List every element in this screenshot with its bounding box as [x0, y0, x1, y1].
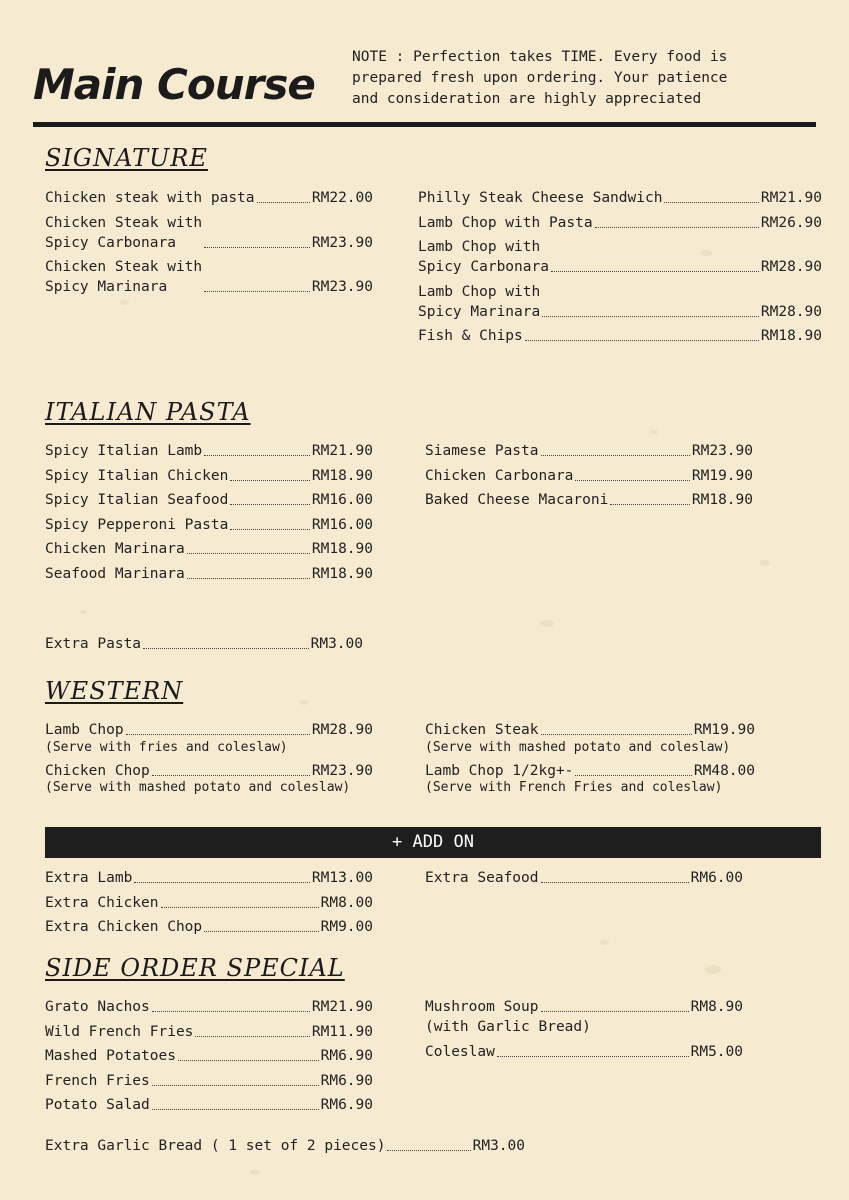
menu-item	[425, 868, 743, 888]
item-price: RM18.90	[311, 565, 373, 582]
item-price: RM9.00	[320, 919, 373, 935]
item-price: RM22.00	[311, 190, 373, 206]
dot-leader	[143, 648, 309, 649]
side-order-right-list	[425, 997, 743, 1066]
item-name: Coleslaw	[425, 1043, 495, 1060]
add-on-left-list	[45, 868, 373, 942]
item-price: RM13.00	[311, 870, 373, 886]
dot-leader	[387, 1150, 470, 1151]
add-on-right-list	[425, 868, 743, 893]
extra-pasta-row	[45, 634, 363, 659]
menu-item	[418, 237, 822, 277]
item-note: (Serve with mashed potato and coleslaw)	[45, 780, 351, 795]
item-price: RM11.90	[311, 1023, 373, 1040]
item-price: RM48.00	[693, 762, 755, 779]
item-name: Lamb Chop	[45, 722, 124, 738]
menu-item	[45, 490, 373, 510]
western-left-list	[45, 720, 373, 801]
dot-leader	[542, 316, 759, 317]
italian-pasta-left-list	[45, 441, 373, 588]
item-name: Lamb Chop with Pasta	[418, 214, 593, 231]
dot-leader	[152, 1011, 310, 1012]
dot-leader	[134, 882, 310, 883]
dot-leader	[152, 775, 310, 776]
item-name: Chicken Carbonara	[425, 467, 574, 484]
item-price: RM16.00	[311, 492, 373, 508]
item-name: Lamb Chop with Spicy Marinara	[418, 283, 541, 320]
item-note: (with Garlic Bread)	[425, 1018, 591, 1035]
menu-item	[45, 634, 363, 654]
item-price: RM3.00	[310, 636, 363, 652]
dot-leader	[541, 455, 690, 456]
item-price: RM16.00	[311, 516, 373, 533]
dot-leader	[497, 1056, 689, 1057]
item-name: Seafood Marinara	[45, 565, 185, 582]
menu-item	[425, 466, 753, 486]
dot-leader	[195, 1036, 309, 1037]
item-name: Spicy Pepperoni Pasta	[45, 516, 229, 533]
item-price: RM6.90	[320, 1048, 373, 1064]
item-price: RM23.90	[311, 234, 373, 251]
menu-item	[425, 761, 755, 781]
dot-leader	[230, 529, 310, 530]
menu-item	[425, 720, 755, 740]
item-name: Extra Chicken Chop	[45, 919, 203, 935]
item-name: Fish & Chips	[418, 328, 523, 344]
item-price: RM6.90	[320, 1097, 373, 1113]
item-name: Mushroom Soup	[425, 999, 539, 1015]
menu-item	[45, 441, 373, 461]
item-name: Extra Pasta	[45, 636, 142, 652]
dot-leader	[541, 734, 692, 735]
item-name: Extra Seafood	[425, 870, 539, 886]
menu-item	[45, 257, 373, 297]
item-price: RM19.90	[691, 467, 753, 484]
dot-leader	[204, 931, 318, 932]
item-name: Potato Salad	[45, 1097, 150, 1113]
menu-item	[45, 188, 373, 208]
item-price: RM6.90	[320, 1072, 373, 1089]
menu-item	[45, 515, 373, 535]
item-note: (Serve with fries and coleslaw)	[45, 739, 288, 755]
item-price: RM3.00	[472, 1138, 525, 1154]
item-name: French Fries	[45, 1072, 150, 1089]
item-price: RM18.90	[691, 492, 753, 508]
menu-item	[425, 997, 743, 1017]
item-name: Mashed Potatoes	[45, 1048, 176, 1064]
item-price: RM18.90	[311, 541, 373, 557]
menu-item	[418, 188, 822, 208]
page-title: Main Course	[33, 60, 315, 109]
item-note: (Serve with mashed potato and coleslaw)	[425, 739, 731, 755]
section-heading-signature: SIGNATURE	[45, 144, 208, 172]
menu-item	[45, 213, 373, 253]
dot-leader	[551, 271, 759, 272]
item-price: RM8.00	[320, 894, 373, 911]
item-name: Siamese Pasta	[425, 443, 539, 459]
signature-right-list	[418, 188, 822, 351]
menu-item	[45, 564, 373, 584]
section-heading-italian-pasta: ITALIAN PASTA	[45, 398, 251, 426]
dot-leader	[541, 882, 689, 883]
item-name: Chicken Steak with Spicy Carbonara	[45, 214, 203, 251]
menu-item	[425, 1042, 743, 1062]
item-name: Lamb Chop with Spicy Carbonara	[418, 239, 549, 275]
item-price: RM23.90	[691, 443, 753, 459]
menu-item	[45, 1046, 373, 1066]
item-price: RM23.90	[311, 279, 373, 295]
header-divider	[33, 122, 816, 127]
item-name: Chicken Marinara	[45, 541, 185, 557]
dot-leader	[204, 247, 310, 248]
menu-item	[45, 917, 373, 937]
menu-item	[45, 1071, 373, 1091]
extra-garlic-bread-row	[45, 1136, 525, 1161]
dot-leader	[204, 291, 310, 292]
italian-pasta-right-list	[425, 441, 753, 515]
western-right-list	[425, 720, 755, 801]
dot-leader	[178, 1060, 319, 1061]
item-price: RM19.90	[693, 722, 755, 738]
item-name: Baked Cheese Macaroni	[425, 492, 609, 508]
add-on-banner: + ADD ON	[45, 827, 821, 858]
item-price: RM8.90	[690, 999, 743, 1015]
header-note: NOTE : Perfection takes TIME. Every food is prepared fresh upon ordering. Your patience and consideration are highly appreciated	[352, 49, 728, 107]
item-name: Spicy Italian Chicken	[45, 467, 229, 484]
side-order-left-list	[45, 997, 373, 1120]
menu-item	[425, 490, 753, 510]
item-price: RM6.00	[690, 870, 743, 886]
dot-leader	[575, 480, 689, 481]
menu-item	[45, 893, 373, 913]
dot-leader	[204, 455, 310, 456]
item-name: Extra Lamb	[45, 870, 133, 886]
item-price: RM28.90	[760, 259, 822, 275]
menu-item	[45, 997, 373, 1017]
item-price: RM5.00	[690, 1043, 743, 1060]
item-name: Chicken Chop	[45, 762, 150, 779]
dot-leader	[230, 504, 310, 505]
item-note: (Serve with French Fries and coleslaw)	[425, 780, 723, 795]
dot-leader	[610, 504, 690, 505]
item-price: RM18.90	[311, 467, 373, 484]
dot-leader	[541, 1011, 689, 1012]
menu-item	[418, 282, 822, 322]
item-price: RM18.90	[760, 328, 822, 344]
dot-leader	[152, 1085, 319, 1086]
dot-leader	[595, 227, 759, 228]
dot-leader	[187, 578, 310, 579]
item-price: RM28.90	[311, 722, 373, 738]
dot-leader	[230, 480, 310, 481]
menu-item	[45, 1095, 373, 1115]
menu-item	[418, 213, 822, 233]
item-name: Spicy Italian Lamb	[45, 443, 203, 459]
menu-item	[45, 720, 373, 740]
item-price: RM28.90	[760, 303, 822, 320]
dot-leader	[152, 1109, 319, 1110]
dot-leader	[126, 734, 310, 735]
item-price: RM26.90	[760, 214, 822, 231]
item-name: Grato Nachos	[45, 999, 150, 1015]
menu-item	[45, 1136, 525, 1156]
item-name: Wild French Fries	[45, 1023, 194, 1040]
item-price: RM21.90	[760, 190, 822, 206]
dot-leader	[257, 202, 310, 203]
dot-leader	[161, 907, 319, 908]
item-name: Chicken steak with pasta	[45, 190, 255, 206]
menu-item	[425, 441, 753, 461]
item-name: Extra Chicken	[45, 894, 159, 911]
menu-item	[45, 466, 373, 486]
item-name: Chicken Steak with Spicy Marinara	[45, 259, 203, 295]
signature-left-list	[45, 188, 373, 302]
section-heading-side-order: SIDE ORDER SPECIAL	[45, 954, 345, 982]
dot-leader	[525, 340, 759, 341]
item-price: RM23.90	[311, 762, 373, 779]
menu-item	[418, 326, 822, 346]
item-name: Spicy Italian Seafood	[45, 492, 229, 508]
dot-leader	[575, 775, 691, 776]
item-name: Chicken Steak	[425, 722, 539, 738]
item-name: Lamb Chop 1/2kg+-	[425, 762, 574, 779]
menu-item	[45, 1022, 373, 1042]
item-name: Extra Garlic Bread ( 1 set of 2 pieces)	[45, 1138, 386, 1154]
menu-item	[45, 539, 373, 559]
dot-leader	[187, 553, 310, 554]
dot-leader	[664, 202, 758, 203]
menu-item	[45, 868, 373, 888]
item-name: Philly Steak Cheese Sandwich	[418, 190, 663, 206]
item-price: RM21.90	[311, 999, 373, 1015]
item-price: RM21.90	[311, 443, 373, 459]
menu-item	[45, 761, 373, 781]
section-heading-western: WESTERN	[45, 677, 184, 705]
